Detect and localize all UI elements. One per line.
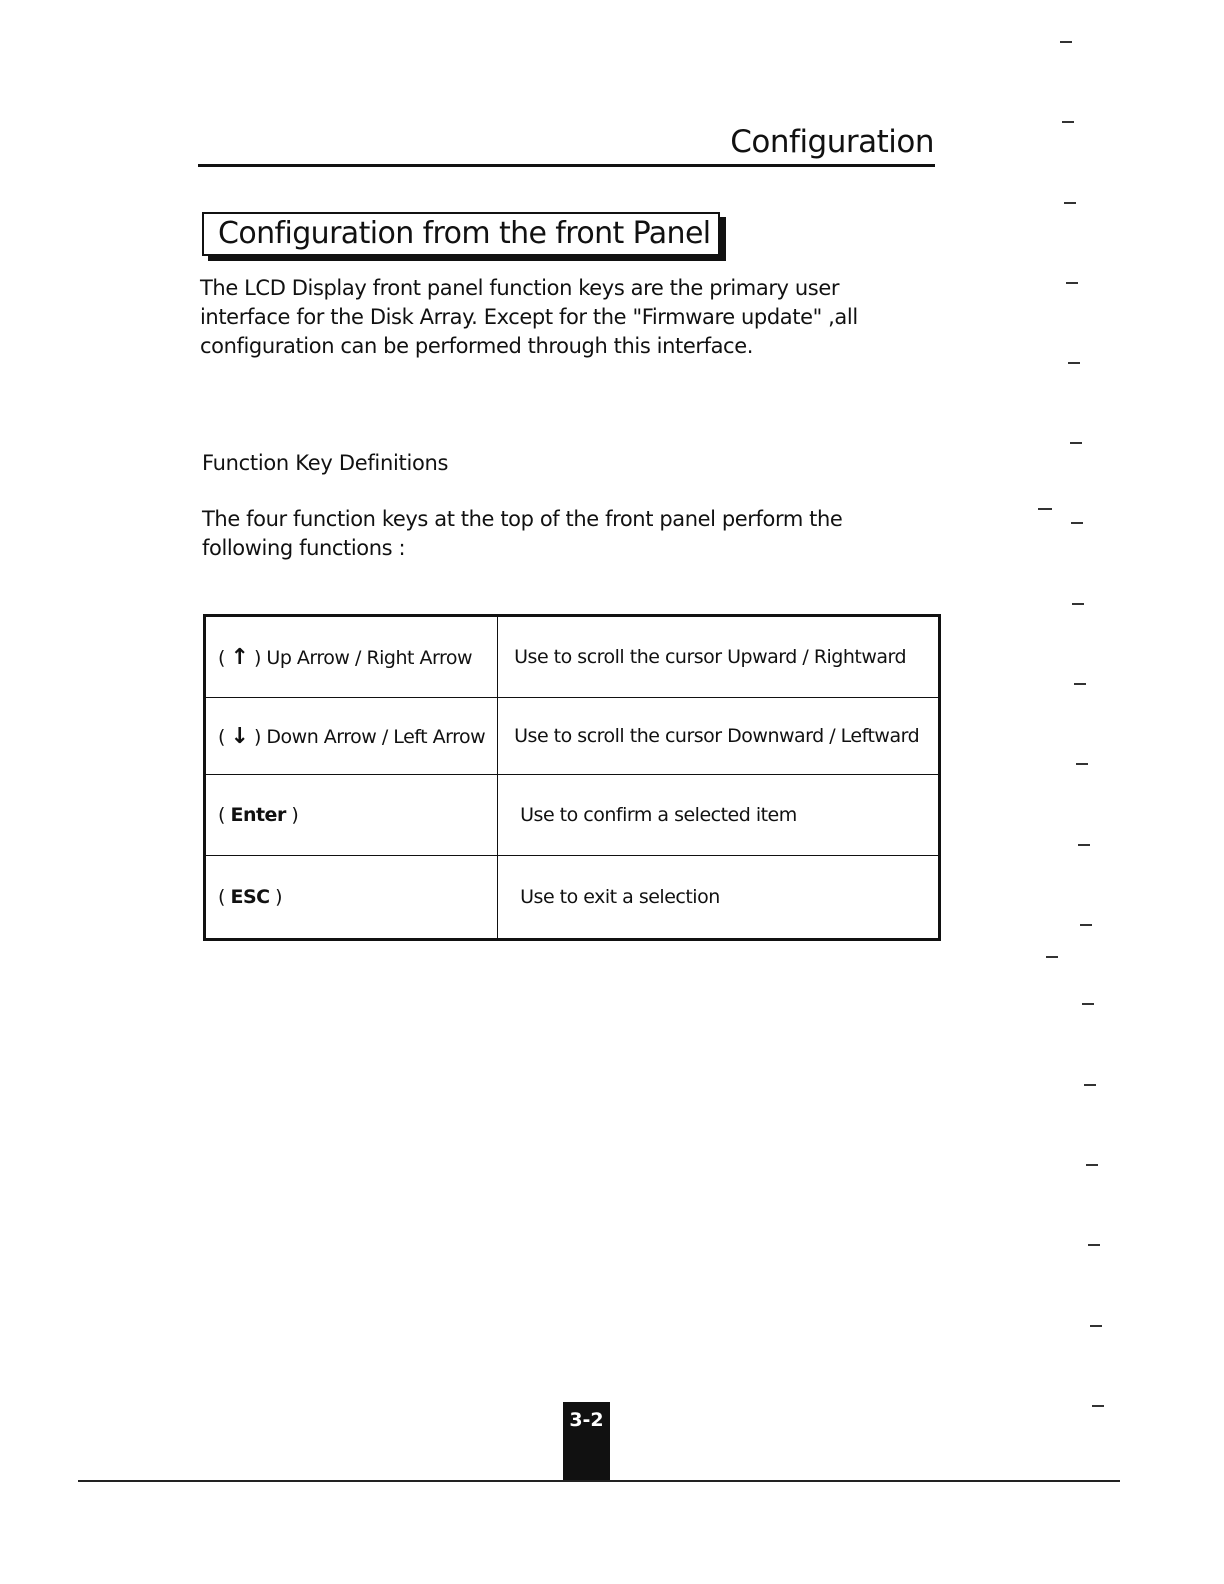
key-description: Use to confirm a selected item [498,775,940,856]
open-paren: ( [218,646,225,669]
bottom-rule [78,1480,1120,1482]
key-description: Use to scroll the cursor Upward / Rightward [498,616,940,698]
page-number-tab: 3-2 [563,1402,610,1481]
key-name: Up Arrow / Right Arrow [266,646,473,669]
key-cell [205,775,498,856]
key-cell [205,698,498,775]
table-row [205,856,940,940]
open-paren: ( [218,886,225,908]
intro-paragraph: The LCD Display front panel function keys are the primary user interface for the Disk Array. Except for the "Firmware update" ,all configuration can be performed through this interface. [200,276,858,358]
open-paren: ( [218,804,225,826]
key-cell [205,616,498,698]
page-header-title: Configuration [730,124,934,160]
table-row [205,698,940,775]
key-name: Down Arrow / Left Arrow [266,725,486,748]
function-key-heading: Function Key Definitions [202,451,449,475]
section-title-box [202,212,720,256]
key-cell [205,856,498,940]
table-row [205,775,940,856]
up-arrow-icon: ↑ [230,644,249,670]
function-key-description: The four function keys at the top of the front panel perform the following functions : [202,507,843,560]
section-title: Configuration from the front Panel [218,216,711,251]
close-paren: ) [253,725,261,748]
key-description: Use to exit a selection [498,856,940,940]
close-paren: ) [253,646,261,669]
function-keys-table [203,614,941,941]
open-paren: ( [218,725,225,748]
down-arrow-icon: ↓ [230,723,249,749]
key-name: Enter [230,804,286,826]
table-row [205,616,940,698]
close-paren: ) [291,804,299,826]
key-description: Use to scroll the cursor Downward / Leftward [498,698,940,775]
key-name: ESC [230,886,270,908]
header-rule [198,164,935,167]
close-paren: ) [275,886,283,908]
